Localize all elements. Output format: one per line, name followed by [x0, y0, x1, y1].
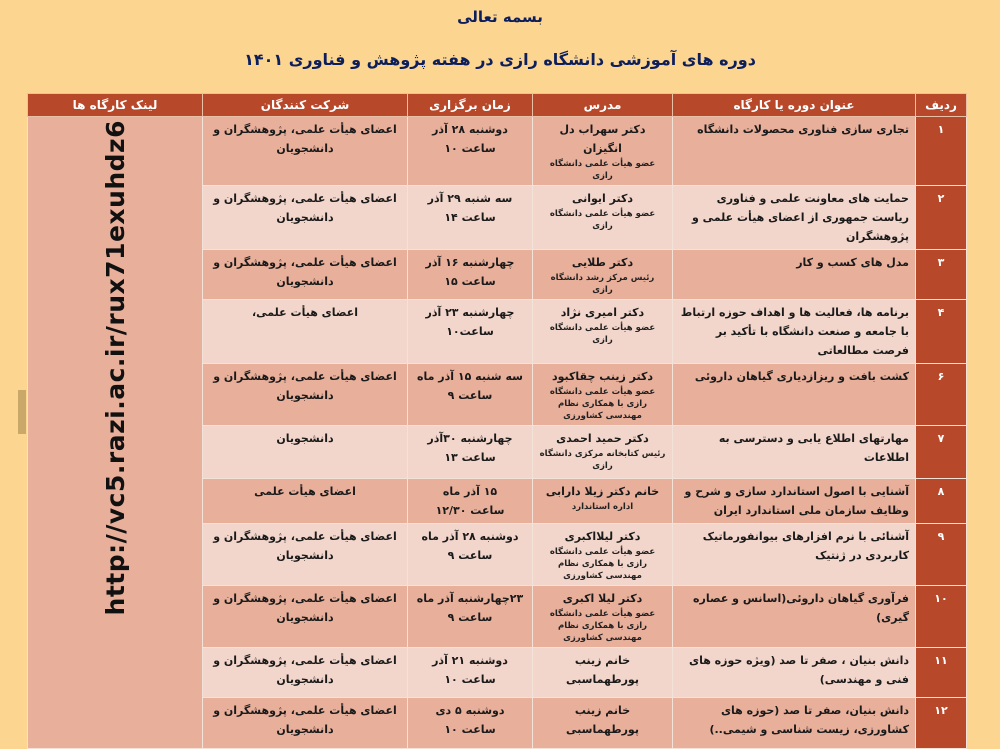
row-index: ۹	[916, 524, 967, 586]
instructor-name: دکتر لیلا اکبری	[562, 592, 643, 605]
header-link: لینک کارگاه ها	[28, 94, 203, 117]
row-index: ۴	[916, 300, 967, 364]
schedule-time: ساعت ۱۴	[444, 211, 496, 224]
participants: اعضای هیأت علمی، پژوهشگران و دانشجویان	[203, 648, 408, 698]
instructor-role: رئیس کتابخانه مرکزی دانشگاه رازی	[539, 449, 666, 471]
instructor-name: دکتر طلایی	[571, 256, 634, 269]
participants: اعضای هیأت علمی، پژوهشگران و دانشجویان	[203, 364, 408, 426]
workshop-title: حمایت های معاونت علمی و فناوری ریاست جمهوری از اعضای هیأت علمی و پژوهشگران	[673, 186, 916, 250]
instructor-name: دکتر ایوانی	[571, 192, 634, 205]
instructor-cell	[533, 364, 673, 426]
participants: اعضای هیأت علمی، پژوهشگران و دانشجویان	[203, 698, 408, 749]
participants: اعضای هیأت علمی، پژوهشگران و دانشجویان	[203, 524, 408, 586]
schedule-time: ساعت ۹	[447, 389, 493, 402]
header-instructor: مدرس	[533, 94, 673, 117]
instructor-role: عضو هیأت علمی دانشگاه رازی	[549, 159, 656, 181]
schedule-date: دوشنبه ۲۱ آذر	[432, 654, 508, 667]
schedule-cell	[408, 364, 533, 426]
schedule-date: ۲۳چهارشنبه آذر ماه	[416, 592, 524, 605]
schedule-cell	[408, 586, 533, 648]
schedule-date: دوشنبه ۲۸ آذر	[432, 123, 508, 136]
instructor-role: رئیس مرکز رشد دانشگاه رازی	[550, 273, 655, 295]
workshop-title: دانش بنیان، صفر تا صد (حوزه های کشاورزی، زیست شناسی و شیمی..)	[673, 698, 916, 749]
participants: اعضای هیأت علمی، پژوهشگران و دانشجویان	[203, 250, 408, 300]
instructor-cell	[533, 524, 673, 586]
table-header-row	[28, 94, 967, 117]
schedule-cell	[408, 479, 533, 524]
schedule-date: سه شنبه ۲۹ آذر	[427, 192, 513, 205]
instructor-name: خانم دکتر زیلا دارابی	[545, 485, 660, 498]
schedule-cell	[408, 250, 533, 300]
schedule-cell	[408, 426, 533, 479]
workshop-title: برنامه ها، فعالیت ها و اهداف حوزه ارتباط با جامعه و صنعت دانشگاه با تأکید بر فرصت مطالعاتی	[673, 300, 916, 364]
instructor-cell	[533, 648, 673, 698]
participants: اعضای هیأت علمی،	[203, 300, 408, 364]
instructor-cell	[533, 250, 673, 300]
header-participants: شرکت کنندگان	[203, 94, 408, 117]
header-index: ردیف	[916, 94, 967, 117]
instructor-cell	[533, 186, 673, 250]
instructor-name: دکتر سهراب دل انگیزان	[559, 123, 646, 155]
participants: اعضای هیأت علمی، پژوهشگران و دانشجویان	[203, 186, 408, 250]
schedule-time: ساعت ۱۰	[444, 142, 496, 155]
row-index: ۱۰	[916, 586, 967, 648]
schedule-time: ساعت ۱۳	[444, 451, 496, 464]
workshop-title: آشنایی با اصول استاندارد سازی و شرح و وظایف سازمان ملی استاندارد ایران	[673, 479, 916, 524]
workshop-title: مهارتهای اطلاع یابی و دسترسی به اطلاعات	[673, 426, 916, 479]
instructor-cell	[533, 300, 673, 364]
instructor-name: دکتر لیلااکبری	[564, 530, 641, 543]
workshop-title: دانش بنیان ، صفر تا صد (ویژه حوزه های فنی و مهندسی)	[673, 648, 916, 698]
instructor-role: عضو هیأت علمی دانشگاه رازی	[549, 323, 656, 345]
schedule-time: ساعت ۱۰	[444, 723, 496, 736]
schedule-cell	[408, 117, 533, 186]
instructor-cell	[533, 479, 673, 524]
schedule-date: دوشنبه ۵ دی	[435, 704, 505, 717]
document-title: دوره های آموزشی دانشگاه رازی در هفته پژوهش و فناوری ۱۴۰۱	[244, 50, 756, 69]
row-index: ۸	[916, 479, 967, 524]
workshop-title: مدل های کسب و کار	[673, 250, 916, 300]
instructor-role: عضو هیأت علمی دانشگاه رازی با همکاری نظام مهندسی کشاورزی	[549, 547, 656, 581]
participants: دانشجویان	[203, 426, 408, 479]
row-index: ۶	[916, 364, 967, 426]
row-index: ۳	[916, 250, 967, 300]
instructor-role: عضو هیأت علمی دانشگاه رازی با همکاری نظام مهندسی کشاورزی	[549, 387, 656, 421]
header-title: عنوان دوره یا کارگاه	[673, 94, 916, 117]
workshop-title: فرآوری گیاهان داروئی(اسانس و عصاره گیری)	[673, 586, 916, 648]
schedule-cell	[408, 186, 533, 250]
instructor-cell	[533, 586, 673, 648]
schedule-date: ۱۵ آذر ماه	[442, 485, 498, 498]
schedule-cell	[408, 698, 533, 749]
participants: اعضای هیأت علمی	[203, 479, 408, 524]
workshop-link[interactable]: http://vc5.razi.ac.ir/rux71exuhdz6	[100, 120, 130, 616]
schedule-date: سه شنبه ۱۵ آذر ماه	[417, 370, 523, 383]
instructor-name: دکتر حمید احمدی	[556, 432, 649, 445]
schedule-time: ساعت ۱۰	[444, 673, 496, 686]
instructor-role: اداره استاندارد	[571, 502, 634, 512]
workshop-link-cell	[28, 117, 203, 749]
workshop-title: آشنائی با نرم افزارهای بیوانفورماتیک کاربردی در ژنتیک	[673, 524, 916, 586]
side-marker	[18, 390, 26, 434]
row-index: ۱۱	[916, 648, 967, 698]
instructor-role: عضو هیأت علمی دانشگاه رازی با همکاری نظام مهندسی کشاورزی	[549, 609, 656, 643]
schedule-date: چهارشنبه ۲۳ آذر	[425, 306, 515, 319]
instructor-cell	[533, 698, 673, 749]
schedule-date: چهارشنبه ۳۰آذر	[427, 432, 513, 445]
schedule-cell	[408, 524, 533, 586]
schedule-time: ساعت۱۰	[446, 325, 494, 338]
schedule-time: ساعت ۹	[447, 611, 493, 624]
participants: اعضای هیأت علمی، پژوهشگران و دانشجویان	[203, 586, 408, 648]
instructor-name: دکتر زینب چقاکبود	[551, 370, 654, 383]
header-schedule: زمان برگزاری	[408, 94, 533, 117]
row-index: ۱	[916, 117, 967, 186]
schedule-cell	[408, 648, 533, 698]
workshop-title: تجاری سازی فناوری محصولات دانشگاه	[673, 117, 916, 186]
instructor-name: دکتر امیری نژاد	[560, 306, 645, 319]
schedule-time: ساعت ۱۵	[444, 275, 496, 288]
table-row	[28, 117, 967, 186]
row-index: ۱۲	[916, 698, 967, 749]
schedule-cell	[408, 300, 533, 364]
schedule-date: چهارشنبه ۱۶ آذر	[425, 256, 515, 269]
document-heading: بسمه تعالی	[457, 8, 543, 26]
row-index: ۷	[916, 426, 967, 479]
row-index: ۲	[916, 186, 967, 250]
instructor-name: خانم زینب پورطهماسبی	[566, 704, 639, 736]
participants: اعضای هیأت علمی، پژوهشگران و دانشجویان	[203, 117, 408, 186]
instructor-cell	[533, 426, 673, 479]
schedule-time: ساعت ۹	[447, 549, 493, 562]
instructor-role: عضو هیأت علمی دانشگاه رازی	[549, 209, 656, 231]
schedule-date: دوشنبه ۲۸ آذر ماه	[421, 530, 519, 543]
instructor-cell	[533, 117, 673, 186]
workshop-schedule-table	[27, 93, 967, 749]
workshop-title: کشت بافت و ریزازدیاری گیاهان داروئی	[673, 364, 916, 426]
instructor-name: خانم زینب پورطهماسبی	[566, 654, 639, 686]
schedule-time: ساعت ۱۲/۳۰	[435, 504, 505, 517]
